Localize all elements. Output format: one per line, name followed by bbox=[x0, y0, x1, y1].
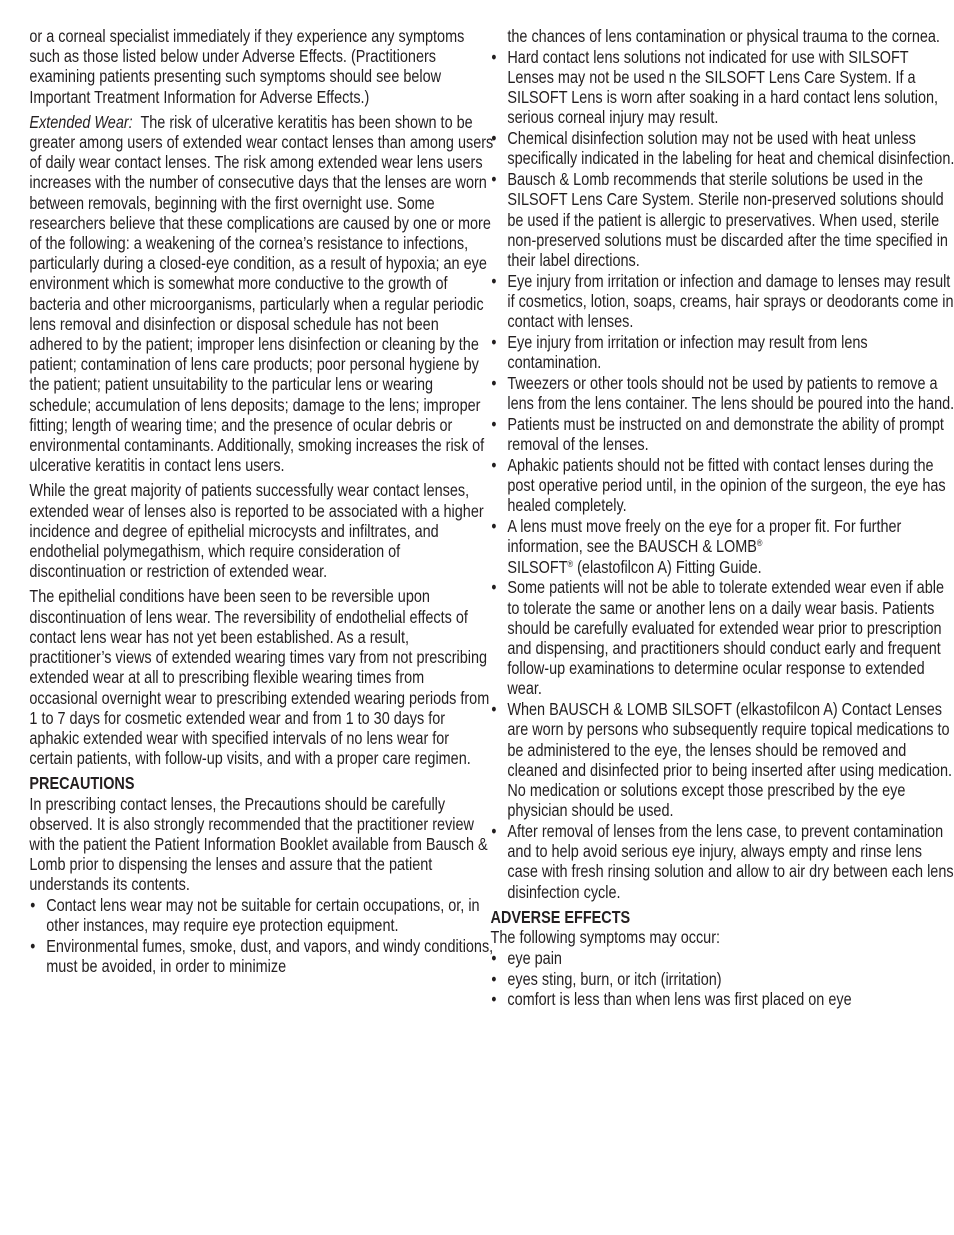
list-item bbox=[491, 414, 954, 454]
list-item-text: After removal of lenses from the lens case, to prevent contamination and to help avoid serious eye injury, always empty and rinse lens case with fresh rinsing solution and allow to air dry between each lens disinfection cycle. bbox=[507, 821, 954, 902]
list-item bbox=[491, 169, 954, 270]
list-item-text: comfort is less than when lens was first placed on eye bbox=[507, 989, 852, 1010]
list-item bbox=[491, 699, 954, 820]
extended-wear-body: The risk of ulcerative keratitis has been shown to be greater among users of extended wear contact lenses than among users of daily wear contact lenses. The risk among extended wear lens users increases with the number of consecutive days that the lenses are worn between removals, beginning with the first overnight use. Some researchers believe that these complications are caused by one or more of the following: a weakening of the cornea’s resistance to infections, particularly during a closed-eye condition, as a result of hypoxia; an eye environment which is somewhat more conductive to the growth of bacteria and other microorganisms, particularly when a regular periodic lens removal and disinfection or disposal schedule has not been adhered to by the patient; improper lens disinfection or cleaning by the patient; contamination of lens care products; poor personal hygiene by the patient; patient unsuitability to the particular lens or wearing schedule; accumulation of lens deposits; damage to the lens; improper fitting; length of wearing time; and the presence of ocular debris or environmental contaminants. Additionally, smoking increases the risk of ulcerative keratitis in contact lens users. bbox=[29, 111, 494, 476]
bullet: • bbox=[491, 968, 497, 989]
list-item-fitting-guide bbox=[491, 516, 954, 577]
bullet: • bbox=[491, 270, 497, 291]
bullet: • bbox=[491, 455, 497, 476]
list-item-text: eyes sting, burn, or itch (irritation) bbox=[507, 968, 722, 989]
bullet: • bbox=[491, 699, 497, 720]
list-item bbox=[491, 128, 954, 168]
list-item-text: SILSOFT bbox=[507, 556, 568, 577]
bullet: • bbox=[491, 414, 497, 435]
adverse-effects-heading: ADVERSE EFFECTS bbox=[490, 906, 631, 927]
list-item-text: Some patients will not be able to tolerate extended wear even if able to tolerate the same or another lens on a daily wear basis. Patients should be carefully evaluated for extended wear prior to prescription and dispensing, and practitioners should conduct early and frequent follow-up examinations to determine ocular response to extended wear. bbox=[507, 577, 944, 699]
registered-mark: ® bbox=[567, 558, 574, 569]
adverse-effects-intro: The following symptoms may occur: bbox=[490, 927, 721, 948]
bullet: • bbox=[491, 821, 497, 842]
list-item bbox=[491, 455, 954, 516]
list-item bbox=[491, 332, 954, 372]
bullet: • bbox=[491, 577, 497, 598]
list-item bbox=[491, 47, 954, 128]
list-item-text: Patients must be instructed on and demonstrate the ability of prompt removal of the lenses. bbox=[507, 414, 944, 455]
registered-mark: ® bbox=[756, 538, 763, 549]
list-item bbox=[491, 373, 954, 413]
bullet: • bbox=[491, 169, 497, 190]
bullet: • bbox=[491, 128, 497, 149]
list-item-text: Eye injury from irritation or infection may result from lens contamination. bbox=[507, 332, 868, 373]
paragraph: While the great majority of patients successfully wear contact lenses, extended wear of lenses also is reported to be associated with a higher incidence and degree of epithelial microcysts and infiltrates, and endothelial polymegathism, which require consideration of discontinuation or restriction of extended wear. bbox=[29, 480, 484, 582]
list-item bbox=[29, 936, 497, 977]
list-item bbox=[491, 969, 954, 989]
list-item-text: Contact lens wear may not be suitable for certain occupations, or, in other instances, may require eye protection equipment. bbox=[46, 895, 480, 936]
paragraph: The epithelial conditions have been seen to be reversible upon discontinuation of lens wear. The reversibility of endothelial effects of contact lens wear has not yet been established. As a result, practitioner’s views of extended wearing times vary from not prescribing extended wear at all to prescribing flexible wearing times from occasional overnight wear to prescribing extended wearing periods from 1 to 7 days for cosmetic extended wear and from 1 to 30 days for aphakic extended wear with specified intervals of no lens wear for certain patients, with follow-up visits, and with a proper care regimen. bbox=[29, 586, 490, 769]
list-item-text: Tweezers or other tools should not be used by patients to remove a lens from the lens container. The lens should be poured into the hand. bbox=[507, 373, 954, 414]
list-item-text: Environmental fumes, smoke, dust, and vapors, and windy conditions, must be avoided, in order to minimize bbox=[46, 936, 494, 977]
list-item bbox=[29, 895, 494, 935]
right-column bbox=[491, 26, 954, 1015]
list-item-continuation: the chances of lens contamination or physical trauma to the cornea. bbox=[507, 26, 940, 46]
list-item bbox=[491, 989, 954, 1009]
list-item-text: Eye injury from irritation or infection and damage to lenses may result if cosmetics, lotion, soaps, creams, hair sprays or deodorants come in contact with lenses. bbox=[507, 270, 954, 332]
symptoms-list bbox=[491, 948, 954, 1010]
paragraph: or a corneal specialist immediately if they experience any symptoms such as those listed below under Adverse Effects. (Practitioners examining patients presenting such symptoms should see below Important Treatment Information for Adverse Effects.) bbox=[29, 26, 465, 107]
extended-wear-paragraph bbox=[29, 111, 497, 476]
bullet: • bbox=[491, 947, 497, 968]
bullet: • bbox=[491, 989, 497, 1010]
bullet: • bbox=[491, 373, 497, 394]
extended-wear-label: Extended Wear: bbox=[29, 111, 133, 132]
bullet: • bbox=[491, 516, 497, 537]
list-item bbox=[491, 821, 954, 902]
precautions-intro: In prescribing contact lenses, the Precautions should be carefully observed. It is also strongly recommended that the practitioner review with the patient the Patient Information Booklet available from Bausch & Lomb prior to dispensing the lenses and assure that the patient understands its contents. bbox=[29, 793, 488, 895]
list-item-text: Aphakic patients should not be fitted with contact lenses during the post operative period until, in the opinion of the surgeon, the eye has healed completely. bbox=[507, 455, 946, 516]
bullet: • bbox=[30, 936, 36, 957]
bullet: • bbox=[30, 895, 36, 916]
bullet: • bbox=[491, 332, 497, 353]
list-item bbox=[491, 271, 954, 332]
list-item-text: (elastofilcon A) Fitting Guide. bbox=[573, 556, 762, 577]
list-item-text: Hard contact lens solutions not indicated for use with SILSOFT Lenses may not be used n the SILSOFT Lens Care System. If a SILSOFT Lens is worn after soaking in a hard contact lens solution, serious corneal injury may result. bbox=[507, 46, 939, 128]
bullet: • bbox=[491, 46, 497, 67]
precautions-heading: PRECAUTIONS bbox=[29, 773, 135, 794]
left-column bbox=[29, 26, 497, 982]
list-item bbox=[491, 577, 954, 698]
list-item-text: Bausch & Lomb recommends that sterile solutions be used in the SILSOFT Lens Care System. Sterile non-preserved solutions should be used if the patient is allergic to preservatives. When used, sterile non-preserved solutions must be discarded after the time specified in their label directions. bbox=[507, 169, 948, 271]
list-item bbox=[491, 948, 954, 968]
list-item-text: When BAUSCH & LOMB SILSOFT (elkastofilcon A) Contact Lenses are worn by persons who subsequently require topical medications to be administered to the eye, the lenses should be removed and cleaned and disinfected prior to being inserted after using medication. No medication or solutions except those prescribed by the eye physician should be used. bbox=[507, 699, 952, 821]
list-item-text: eye pain bbox=[507, 947, 562, 968]
list-item-text: Chemical disinfection solution may not be used with heat unless specifically indicated in the labeling for heat and chemical disinfection. bbox=[507, 128, 954, 169]
precautions-list bbox=[29, 895, 497, 977]
precautions-list-continued bbox=[491, 47, 954, 902]
list-item-text: A lens must move freely on the eye for a proper fit. For further information, see the BAUSCH & LOMB bbox=[507, 516, 902, 557]
